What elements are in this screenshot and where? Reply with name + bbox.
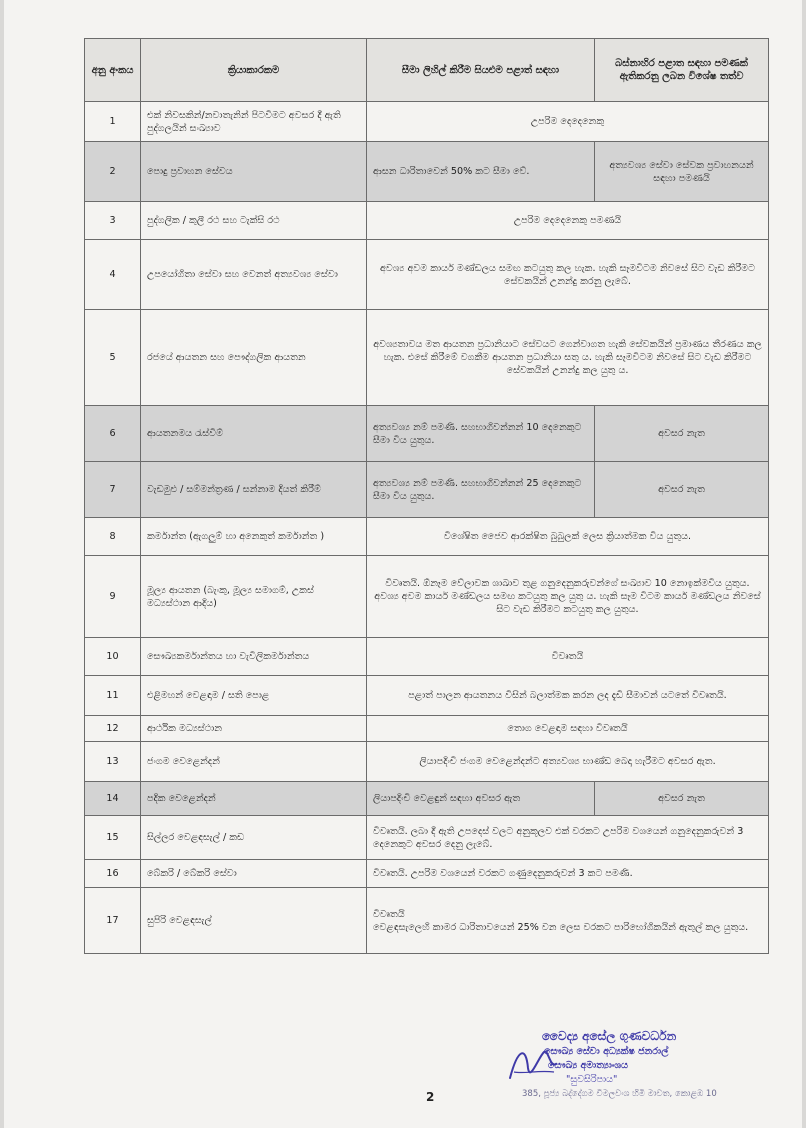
row-activity: මූල්‍ය ආයතන (බැංකු, මූල්‍ය සමාගම්, උකස් මධ්‍යස්ථාන ආදිය): [141, 556, 367, 638]
row-all-provinces: විවෘතයි. ඕනෑම වේලාවක ශාඛාව තුළ ගනුදෙනුකරුවන්ගේ සංඛ්‍යාව 10 නොඉක්මවිය යුතුය. අවශ්‍ය අවම කාර්ය මණ්ඩලය සමඟ කටයුතු කල යුතු ය. හැකි සෑම විටම කාර්ය මණ්ඩලය නිවසේ සිට වැඩ කිරීමට කටයුතු කල යුතුය.: [367, 556, 769, 638]
header-western-province: බස්නාහිර පළාත සඳහා පමණක් ඇතිකරනු ලබන විශේෂ තත්ව: [595, 39, 769, 102]
table-row: [85, 716, 769, 742]
row-number: 13: [85, 742, 141, 782]
row-number: 11: [85, 676, 141, 716]
header-serial: අනු අංකය: [85, 39, 141, 102]
table-row: [85, 518, 769, 556]
row-all-provinces: උපරිම දෙදෙනෙකු: [367, 102, 769, 142]
row-number: 4: [85, 240, 141, 310]
table-row: [85, 406, 769, 462]
row-number: 1: [85, 102, 141, 142]
row-number: 15: [85, 816, 141, 860]
document-page: [4, 0, 802, 1128]
row-number: 5: [85, 310, 141, 406]
row-activity: එළිමහන් වෙළඳාම / සති පොළ: [141, 676, 367, 716]
row-activity: ජංගම වෙළෙන්දන්: [141, 742, 367, 782]
row-all-provinces: අත්‍යවශ්‍ය නම් පමණි. සහභාගිවන්නන් 25 දෙනෙකුට සීමා විය යුතුය.: [367, 462, 595, 518]
table-row: [85, 202, 769, 240]
table-header-row: [85, 39, 769, 102]
row-all-provinces: විවෘතයි. උපරිම වශයෙන් වරකට ගණුදෙනුකරුවන් 3 කට පමණි.: [367, 860, 769, 888]
row-all-provinces: අවශ්‍ය අවම කාර්ය මණ්ඩලය සමඟ කටයුතු කල හැක. හැකි සෑමවිටම නිවසේ සිට වැඩ කිරීමට සේවකයින් උනන්දු කරනු ලැබේ.: [367, 240, 769, 310]
row-all-provinces: ලියාපදිංචි වෙළඳුන් සඳහා අවසර ඇත: [367, 782, 595, 816]
stamp-title: සෞඛ්‍ය සේවා අධ්‍යක්ෂ ජනරාල්: [544, 1046, 669, 1057]
row-western-province: අවසර නැත: [595, 462, 769, 518]
row-activity: බේකරි / බේකරි සේවා: [141, 860, 367, 888]
restrictions-table: [84, 38, 769, 954]
table-row: [85, 556, 769, 638]
official-stamp: [504, 1030, 784, 1118]
row-number: 12: [85, 716, 141, 742]
table-row: [85, 638, 769, 676]
row-number: 3: [85, 202, 141, 240]
row-activity: උපයෝගිතා සේවා සහ වෙනත් අත්‍යවශ්‍ය සේවා: [141, 240, 367, 310]
table-row: [85, 462, 769, 518]
table-row: [85, 676, 769, 716]
table-row: [85, 310, 769, 406]
table-row: [85, 888, 769, 954]
table-row: [85, 742, 769, 782]
row-activity: සිල්ලර වෙළඳසැල් / කඩ: [141, 816, 367, 860]
row-all-provinces: විශේෂිත ජෛව ආරක්ෂිත බුබුලක් ලෙස ක්‍රියාත්මක විය යුතුය.: [367, 518, 769, 556]
row-activity: පදික වෙළෙන්දන්: [141, 782, 367, 816]
row-activity: සුපිරි වෙළඳසැල්: [141, 888, 367, 954]
row-number: 10: [85, 638, 141, 676]
row-number: 2: [85, 142, 141, 202]
table-row: [85, 782, 769, 816]
row-number: 9: [85, 556, 141, 638]
row-all-provinces: උපරිම දෙදෙනෙකු පමණයි: [367, 202, 769, 240]
row-activity: එක් නිවසකින්/නවාතැනින් පිටවීමට අවසර දී ඇති පුද්ගලයින් සංඛ්‍යාව: [141, 102, 367, 142]
row-all-provinces: විවෘතයි: [367, 638, 769, 676]
row-all-provinces: තොග වෙළඳාම සඳහා විවෘතයි: [367, 716, 769, 742]
row-activity: වැඩමුළු / සම්මන්ත්‍රණ / සන්නාම දියත් කිරීම්: [141, 462, 367, 518]
row-number: 8: [85, 518, 141, 556]
row-all-provinces: අවශ්‍යතාවය මත ආයතන ප්‍රධානියාට සේවයට ගෙන්වාගත හැකි සේවකයින් ප්‍රමාණය තීරණය කල හැක. එසේ කිරීමේ වගකීම ආයතන ප්‍රධානියා සතු ය. හැකි සෑමවිටම නිවසේ සිට වැඩ කිරීමට සේවකයින් උනන්දු කල යුතු ය.: [367, 310, 769, 406]
row-activity: ආර්ථික මධ්‍යස්ථාන: [141, 716, 367, 742]
row-all-provinces: ලියාපදිංචි ජංගම වෙළෙන්දන්ට අත්‍යවශ්‍ය භාණ්ඩ බෙදා හැරීමට අවසර ඇත.: [367, 742, 769, 782]
page-number: 2: [426, 1090, 435, 1104]
stamp-building: "සුවසිරිපාය": [566, 1074, 618, 1085]
row-all-provinces: ආසන ධාරිතාවෙන් 50% කට සීමා වේ.: [367, 142, 595, 202]
table-row: [85, 142, 769, 202]
row-western-province: අත්‍යවශ්‍ය සේවා සේවක ප්‍රවාහනයන් සඳහා පමණයි: [595, 142, 769, 202]
row-number: 14: [85, 782, 141, 816]
row-number: 16: [85, 860, 141, 888]
row-number: 6: [85, 406, 141, 462]
row-activity: රජයේ ආයතන සහ පෞද්ගලික ආයතන: [141, 310, 367, 406]
row-western-province: අවසර නැත: [595, 406, 769, 462]
row-activity: ආයතනමය රැස්වීම්: [141, 406, 367, 462]
row-activity: පුද්ගලික / කුලී රථ සහ ටැක්සි රථ: [141, 202, 367, 240]
table-row: [85, 102, 769, 142]
table-row: [85, 860, 769, 888]
row-activity: සෞඛ්‍යකර්මාන්තය හා වැවිලිකර්මාන්තය: [141, 638, 367, 676]
row-all-provinces: අත්‍යවශ්‍ය නම් පමණි. සහභාගිවන්නන් 10 දෙනෙකුට සීමා විය යුතුය.: [367, 406, 595, 462]
stamp-address: 385, පූජ්‍ය බද්දේගම විමලවංශ හිමි මාවත, කොළඹ 10: [522, 1089, 717, 1099]
row-activity: පොදු ප්‍රවාහන සේවය: [141, 142, 367, 202]
row-western-province: අවසර නැත: [595, 782, 769, 816]
row-number: 17: [85, 888, 141, 954]
header-all-provinces: සීමා ලිහිල් කිරීම සියළුම පළාත් සඳහා: [367, 39, 595, 102]
stamp-name: වෛද්‍ය අසේල ගුණවර්ධන: [542, 1029, 677, 1043]
header-activity: ක්‍රියාකාරකම: [141, 39, 367, 102]
row-all-provinces: විවෘතයි. ලබා දී ඇති උපදෙස් වලට අනුකූලව එක් වරකට උපරිම වශයෙන් ගනුදෙනුකරුවන් 3 දෙනෙකුට අවසර දෙනු ලැබේ.: [367, 816, 769, 860]
row-all-provinces: විවෘතයි වෙළඳසැලෙහි කාමර ධාරිතාවයෙන් 25% වන ලෙස වරකට පාරිභෝගිකයින් ඇතුල් කල යුතුය.: [367, 888, 769, 954]
stamp-ministry: සෞඛ්‍ය අමාත්‍යාංශය: [548, 1060, 628, 1071]
row-all-provinces: පළාත් පාලන ආයතනය විසින් බලාත්මක කරන ලද දැඩි සීමාවන් යටතේ විවෘතයි.: [367, 676, 769, 716]
table-row: [85, 816, 769, 860]
row-activity: කර්මාන්ත (ඇගලුම් හා අනෙකුත් කර්මාන්ත ): [141, 518, 367, 556]
table-row: [85, 240, 769, 310]
row-number: 7: [85, 462, 141, 518]
